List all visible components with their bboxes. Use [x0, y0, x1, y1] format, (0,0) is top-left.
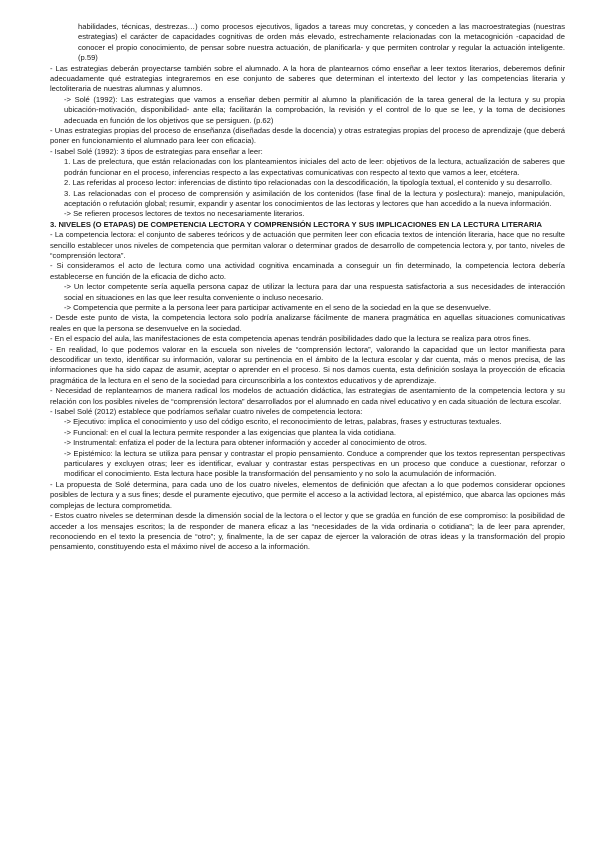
- sub-bullet-paragraph: -> Se refieren procesos lectores de textos no necesariamente literarios.: [64, 209, 305, 219]
- bullet-paragraph: - En el espacio del aula, las manifestaciones de esta competencia apenas tendrán posibilidades dado que la lectura se realiza para otros fines.: [50, 334, 531, 344]
- paragraph: habilidades, técnicas, destrezas…) como procesos ejecutivos, ligados a tareas muy concretas, y conceden a las macroestrategias (nuestras estrategias) el carácter de capacidades cognitivas de orden más elevado, estrechamente relacionadas con la metacognición -capacidad de conocer el propio conocimiento, de pensar sobre nuestra actuación, de planificarla- y que permiten controlar y regular la actuación inteligente. (p.59): [78, 22, 565, 63]
- bullet-paragraph: - Necesidad de replantearnos de manera radical los modelos de actuación didáctica, las estrategias de asentamiento de la competencia lectora y su relación con los posibles niveles de “comprensión lectora” desarrollados por el alumnado en cada nivel educativo y en cada situación de lectura escolar.: [50, 386, 565, 406]
- numbered-item: 2. Las referidas al proceso lector: inferencias de distinto tipo relacionadas con la descodificación, la tipología textual, el contenido y su desarrollo.: [64, 178, 552, 188]
- bullet-paragraph: - En realidad, lo que podemos valorar en la escuela son niveles de “comprensión lectora”, valorando la capacidad que un lector manifiesta para descodificar un texto, identificar su información, valorar su pertinencia en el ámbito de la lectura escolar y dar cuenta, más o menos precisa, de las informaciones que ha sido capaz de asumir, aceptar o aprender en el proceso. Si nos damos cuenta, esta definición soslaya la proyección de eficacia pragmática de la lectura en el seno de la sociedad para circunscribirla a los contextos educativos y de aprendizaje.: [50, 344, 565, 385]
- sub-bullet-paragraph: -> Un lector competente sería aquella persona capaz de utilizar la lectura para dar una respuesta satisfactoria a sus necesidades de interacción social en situaciones en las que leer resulta conveniente o incluso necesario.: [64, 282, 565, 302]
- bullet-paragraph: - Unas estrategias propias del proceso de enseñanza (diseñadas desde la docencia) y otras estrategias propias del proceso de aprendizaje (que deberá poner en funcionamiento el alumnado para leer con eficacia).: [50, 126, 565, 146]
- numbered-item: 3. Las relacionadas con el proceso de comprensión y asimilación de los contenidos (fase final de la lectura y poslectura): manejo, manipulación, aceptación o refutación global; resumir, expandir y asentar los conocimientos de las lectoras y lectores que han accedido a la nueva información.: [64, 188, 565, 208]
- sub-bullet-paragraph: -> Competencia que permite a la persona leer para participar activamente en el seno de la sociedad en la que se desenvuelve.: [64, 302, 491, 312]
- sub-bullet-paragraph: -> Solé (1992): Las estrategias que vamos a enseñar deben permitir al alumno la planificación de la tarea general de la lectura y su propia ubicación-motivación, disponibilidad- ante ella; facilitarán la comprobación, la revisión y el control de lo que se lee, y la toma de decisiones adecuada en función de los objetivos que se persiguen. (p.62): [64, 94, 565, 125]
- sub-bullet-paragraph: -> Epistémico: la lectura se utiliza para pensar y contrastar el propio pensamiento. Conduce a comprender que los textos representan perspectivas particulares y excluyen otras; leer es identificar, evaluar y contrastar estas perspectivas en un proceso que conduce a cuestionar, reforzar o modificar el conocimiento. Esta lectura hace posible la transformación del pensamiento y no solo la acumulación de información.: [64, 448, 565, 479]
- bullet-paragraph: - Las estrategias deberán proyectarse también sobre el alumnado. A la hora de plantearnos cómo enseñar a leer textos literarios, deberemos definir adecuadamente qué estrategias integraremos en ese conjunto de saberes que determinan el intertexto del lector y las competencias literaria y lectoliteraria de nuestras alumnas y alumnos.: [50, 63, 565, 94]
- bullet-paragraph: - La propuesta de Solé determina, para cada uno de los cuatro niveles, elementos de definición que afectan a lo que podemos considerar opciones posibles de lectura y a sus fines; desde el puramente ejecutivo, que permite el acceso a la actividad lectora, al epistémico, que abarca las opciones más complejas de lectura comprometida.: [50, 479, 565, 510]
- bullet-paragraph: - Desde este punto de vista, la competencia lectora solo podría analizarse fácilmente de manera pragmática en aquellas situaciones comunicativas reales en que la persona se desenvuelve en la sociedad.: [50, 313, 565, 333]
- bullet-paragraph: - Isabel Solé (1992): 3 tipos de estrategias para enseñar a leer:: [50, 146, 263, 156]
- numbered-item: 1. Las de prelectura, que están relacionadas con los planteamientos iniciales del acto de leer: objetivos de la lectura, actualización de saberes que podrán funcionar en el proceso, inferencias respecto a las expectativas comunicativas con respecto al texto que vamos a leer, etcétera.: [64, 157, 565, 177]
- sub-bullet-paragraph: -> Ejecutivo: implica el conocimiento y uso del código escrito, el reconocimiento de letras, palabras, frases y estructuras textuales.: [64, 417, 502, 427]
- bullet-paragraph: - Si consideramos el acto de lectura como una actividad cognitiva encaminada a conseguir un fin determinado, la competencia lectora debería establecerse en función de la eficacia de dicho acto.: [50, 261, 565, 281]
- sub-bullet-paragraph: -> Funcional: en el cual la lectura permite responder a las exigencias que plantea la vida cotidiana.: [64, 427, 397, 437]
- section-heading: 3. NIVELES (O ETAPAS) DE COMPETENCIA LECTORA Y COMPRENSIÓN LECTORA Y SUS IMPLICACIONES EN LA LECTURA LITERARIA: [50, 219, 542, 229]
- bullet-paragraph: - Estos cuatro niveles se determinan desde la dimensión social de la lectora o el lector y que se gradúa en función de ese compromiso: la posibilidad de acceder a los mensajes escritos; la de responder de manera eficaz a las “necesidades de la vida ordinaria o cotidiana”; la de leer para aprender, reconociendo en el texto la presencia de “otro”; y, finalmente, la de ser capaz de ejercer la valoración de otras ideas y la transformación del propio pensamiento, constituyendo esta el máximo nivel de acceso a la información.: [50, 511, 565, 552]
- bullet-paragraph: - Isabel Solé (2012) establece que podríamos señalar cuatro niveles de competencia lectora:: [50, 407, 363, 417]
- bullet-paragraph: - La competencia lectora: el conjunto de saberes teóricos y de actuación que permiten leer con eficacia textos de intención literaria, hace que no resulte sencillo establecer unos niveles de competencia que permitan valorar o determinar grados de desarrollo de competencia lectora y, por tanto, niveles de “comprensión lectora”.: [50, 230, 565, 260]
- document-page: [50, 22, 565, 553]
- sub-bullet-paragraph: -> Instrumental: enfatiza el poder de la lectura para obtener información y acceder al conocimiento de otros.: [64, 438, 427, 448]
